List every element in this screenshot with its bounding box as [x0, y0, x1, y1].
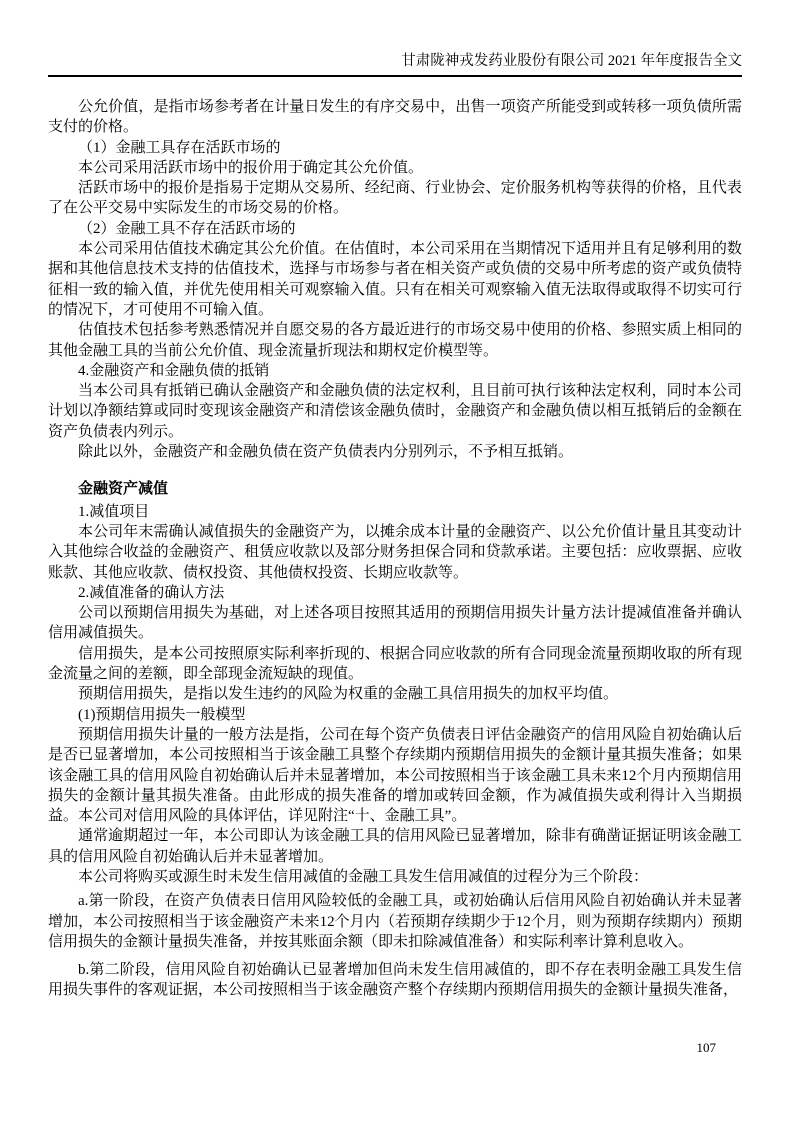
paragraph: 信用损失，是本公司按照原实际利率折现的、根据合同应收款的所有合同现金流量预期收取的所有现金流量之间的差额，即全部现金流短缺的现值。 [48, 645, 742, 683]
paragraph: （2）金融工具不存在活跃市场的 [78, 220, 296, 237]
page-header-title: 甘肃陇神戎发药业股份有限公司 2021 年年度报告全文 [401, 53, 742, 69]
paragraph: 当本公司具有抵销已确认金融资产和金融负债的法定权利，且目前可执行该种法定权利，同时本公司计划以净额结算或同时变现该金融资产和清偿该金融负债时，金融资产和金融负债以相互抵销后的金额在资产负债表内列示。 [48, 383, 742, 440]
paragraph: 通常逾期超过一年，本公司即认为该金融工具的信用风险已显著增加，除非有确凿证据证明该金融工具的信用风险自初始确认后并未显著增加。 [48, 828, 742, 865]
paragraph: 本公司采用估值技术确定其公允价值。在估值时，本公司采用在当期情况下适用并且有足够利用的数据和其他信息技术支持的估值技术，选择与市场参与者在相关资产或负债的交易中所考虑的资产或负债特征相一致的输入值，并优先使用相关可观察输入值。只有在相关可观察输入值无法取得或取得不切实可行的情况下，才可使用不可输入值。 [48, 241, 742, 318]
paragraph: a.第一阶段，在资产负债表日信用风险较低的金融工具，或初始确认后信用风险自初始确认并未显著增加，本公司按照相当于该金融资产未来12个月内（若预期存续期少于12个月，则为预期存续期内）预期信用损失的金额计量损失准备，并按其账面余额（即未扣除减值准备）和实际利率计算利息收入。 [48, 893, 742, 950]
paragraph: （1）金融工具存在活跃市场的 [78, 139, 281, 156]
document-body [48, 97, 742, 1001]
paragraph: 除此以外，金融资产和金融负债在资产负债表内分别列示，不予相互抵销。 [78, 444, 574, 461]
header-rule [48, 75, 742, 77]
paragraph: 本公司将购买或源生时未发生信用减值的金融工具发生信用减值的过程分为三个阶段： [78, 868, 649, 885]
paragraph: b.第二阶段，信用风险自初始确认已显著增加但尚未发生信用减值的，即不存在表明金融工具发生信用损失事件的客观证据，本公司按照相当于该金融资产整个存续期内预期信用损失的金额计量损失准备， [48, 962, 742, 999]
paragraph: (1)预期信用损失一般模型 [78, 706, 246, 723]
paragraph: 估值技术包括参考熟悉情况并自愿交易的各方最近进行的市场交易中使用的价格、参照实质上相同的其他金融工具的当前公允价值、现金流量折现法和期权定价模型等。 [48, 322, 742, 359]
paragraph: 预期信用损失计量的一般方法是指，公司在每个资产负债表日评估金融资产的信用风险自初始确认后是否已显著增加，本公司按照相当于该金融工具整个存续期内预期信用损失的金额计量其损失准备；如果该金融工具的信用风险自初始确认后并未显著增加，本公司按照相当于该金融工具未来12个月内预期信用损失的金额计量其损失准备。由此形成的损失准备的增加或转回金额，作为减值损失或利得计入当期损益。本公司对信用风险的具体评估，详见附注“十、金融工具”。 [48, 726, 742, 825]
paragraph: 公司以预期信用损失为基础，对上述各项目按照其适用的预期信用损失计量方法计提减值准备并确认信用减值损失。 [48, 605, 742, 642]
paragraph: 2.减值准备的确认方法 [78, 584, 225, 601]
paragraph: 预期信用损失，是指以发生违约的风险为权重的金融工具信用损失的加权平均值。 [78, 686, 619, 703]
section-heading: 金融资产减值 [78, 481, 169, 498]
paragraph: 活跃市场中的报价是指易于定期从交易所、经纪商、行业协会、定价服务机构等获得的价格，且代表了在公平交易中实际发生的市场交易的价格。 [48, 180, 742, 217]
paragraph: 本公司年末需确认减值损失的金融资产为，以摊余成本计量的金融资产、以公允价值计量且其变动计入其他综合收益的金融资产、租赁应收款以及部分财务担保合同和贷款承诺。主要包括：应收票据、应收账款、其他应收款、债权投资、其他债权投资、长期应收款等。 [48, 523, 742, 581]
page-number: 107 [696, 1040, 716, 1055]
paragraph: 1.减值项目 [78, 503, 150, 520]
paragraph: 4.金融资产和金融负债的抵销 [78, 362, 270, 379]
paragraph: 公允价值，是指市场参考者在计量日发生的有序交易中，出售一项资产所能受到或转移一项负债所需支付的价格。 [48, 99, 742, 136]
paragraph: 本公司采用活跃市场中的报价用于确定其公允价值。 [78, 159, 424, 176]
